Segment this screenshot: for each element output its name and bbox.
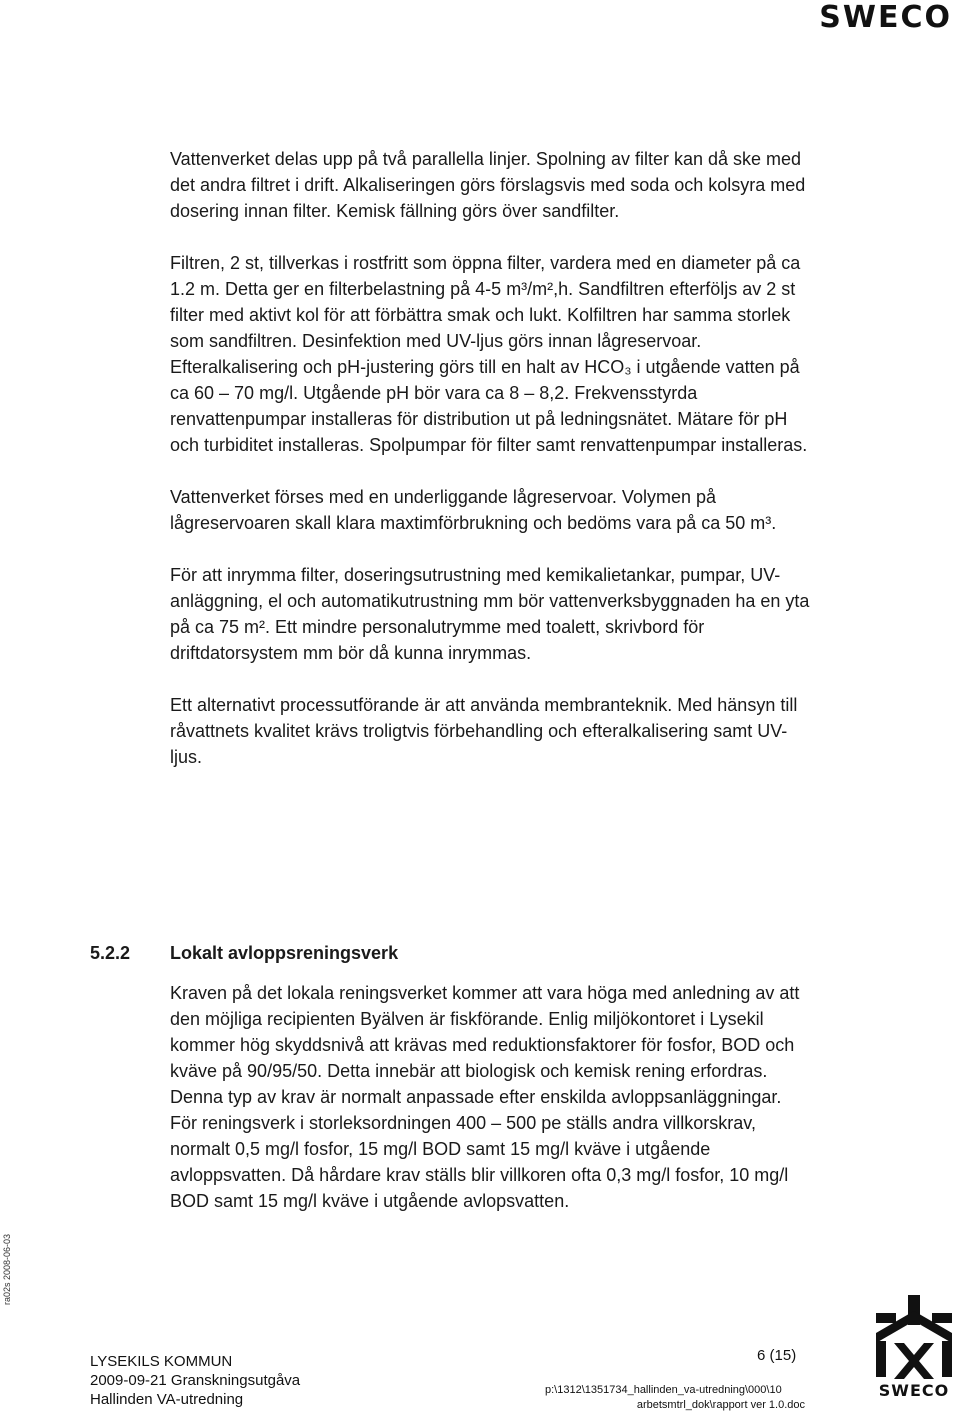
paragraph-low-reservoir: Vattenverket förses med en underliggande lågreservoar. Volymen på lågreservoaren skall klara maxtimförbrukning och bedöms vara på ca 50 m³. xyxy=(170,487,777,533)
footer-client: LYSEKILS KOMMUN xyxy=(90,1353,233,1370)
paragraph-membrane: Ett alternativt processutförande är att använda membranteknik. Med hänsyn till råvattnets kvalitet krävs troligtvis förbehandling och efteralkalisering samt UV-ljus. xyxy=(170,695,798,767)
section-number: 5.2.2 xyxy=(90,943,131,963)
sweco-logo-footer xyxy=(872,1293,956,1405)
footer-date: 2009-09-21 Granskningsutgåva xyxy=(90,1372,301,1389)
paragraph-building: För att inrymma filter, doseringsutrustning med kemikalietankar, pumpar, UV-anläggning, el och automatikutrustning mm bör vattenverksbyggnaden ha en yta på ca 75 m². Ett mindre personalutrymme med toalett, skrivbord för driftdatorsystem mm bör då kunna inrymmas. xyxy=(170,565,810,663)
paragraph-treatment-lines: Vattenverket delas upp på två parallella linjer. Spolning av filter kan då ske med det andra filtret i drift. Alkaliseringen görs förslagsvis med soda och kolsyra med dosering innan filter. Kemisk fällning görs över sandfilter. xyxy=(170,149,806,221)
sweco-logo-text: SWECO xyxy=(878,1381,950,1400)
section-body-text: Kraven på det lokala reningsverket kommer att vara höga med anledning av att den möjliga recipienten Byälven är fiskförande. Enlig miljökontoret i Lysekil kommer hög skyddsnivå att krävas med reduktionsfaktorer för fosfor, BOD och kväve på 90/95/50. Detta innebär att biologisk och kemisk rening erfordras. Denna typ av krav är normalt anpassade efter enskilda avloppsanläggningar. För reningsverk i storleksordningen 400 – 500 pe ställs andra villkorskrav, normalt 0,5 mg/l fosfor, 15 mg/l BOD samt 15 mg/l kväve i utgående avloppsvatten. Då hårdare krav ställs blir villkoren ofta 0,3 mg/l fosfor, 10 mg/l BOD samt 15 mg/l kväve i utgående avlopsvatten. xyxy=(170,983,800,1211)
template-stamp: ra02s 2008-06-03 xyxy=(2,1233,12,1305)
section-title: Lokalt avloppsreningsverk xyxy=(170,943,399,963)
sweco-emblem-icon xyxy=(872,1293,956,1381)
sweco-logo-header: SWECO xyxy=(819,0,952,35)
body-text xyxy=(170,146,810,796)
file-path xyxy=(545,1383,805,1413)
paragraph-filters: Filtren, 2 st, tillverkas i rostfritt som öppna filter, vardera med en diameter på ca 1.2 m. Detta ger en filterbelastning på 4-5 m³/m²,h. Sandfiltren efterföljs av 2 st filter med aktivt kol för att förbättra smak och lukt. Kolfiltren har samma storlek som sandfiltren. Desinfektion med UV-ljus görs innan lågreservoar. Efteralkalisering och pH-justering görs till en halt av HCO₃ i utgående vatten på ca 60 – 70 mg/l. Utgående pH bör vara ca 8 – 8,2. Frekvensstyrda renvattenpumpar installeras för distribution ut på ledningsnätet. Mätare för pH och turbiditet installeras. Spolpumpar för filter samt renvattenpumpar installeras. xyxy=(170,253,808,455)
footer-project: Hallinden VA-utredning xyxy=(90,1391,244,1408)
footer-info xyxy=(90,1352,300,1409)
section-heading xyxy=(90,940,790,966)
file-path-line-1: p:\1312\1351734_hallinden_va-utredning\000\10 xyxy=(545,1384,782,1396)
file-path-line-2: arbetsmtrl_dok\rapport ver 1.0.doc xyxy=(636,1399,805,1411)
page-number: 6 (15) xyxy=(757,1347,797,1364)
